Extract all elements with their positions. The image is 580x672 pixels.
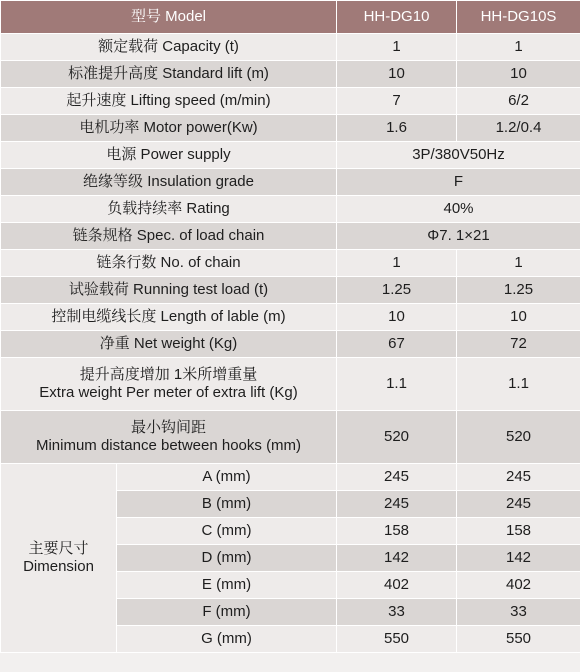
value-b: 245 [457, 491, 580, 518]
header-model-label: 型号 Model [1, 1, 337, 34]
row-label: 链条行数 No. of chain [1, 250, 337, 277]
header-model-a: HH-DG10 [337, 1, 457, 34]
row-label: 绝缘等级 Insulation grade [1, 169, 337, 196]
label-en: Dimension [23, 558, 94, 575]
value-b: 245 [457, 464, 580, 491]
table-row [1, 61, 580, 88]
row-label [1, 358, 337, 411]
table-row [1, 196, 580, 223]
label-en: Extra weight Per meter of extra lift (Kg) [39, 384, 298, 401]
value-b: 33 [457, 599, 580, 626]
row-label: 电机功率 Motor power(Kw) [1, 115, 337, 142]
dimension-sub-label: C (mm) [117, 518, 337, 545]
dimension-sub-label: B (mm) [117, 491, 337, 518]
value-b: 10 [457, 61, 580, 88]
table-row [1, 250, 580, 277]
label-en: Minimum distance between hooks (mm) [35, 437, 302, 454]
value-a: 550 [337, 626, 457, 653]
row-label: 负载持续率 Rating [1, 196, 337, 223]
value-b: 1.1 [457, 358, 580, 411]
table-row [1, 277, 580, 304]
value-a: 142 [337, 545, 457, 572]
row-label [1, 411, 337, 464]
value-a: 1.6 [337, 115, 457, 142]
table-row [1, 142, 580, 169]
value-a: 67 [337, 331, 457, 358]
value-b: 402 [457, 572, 580, 599]
label-cn: 最小钩间距 [130, 419, 206, 436]
row-label: 起升速度 Lifting speed (m/min) [1, 88, 337, 115]
row-label: 标准提升高度 Standard lift (m) [1, 61, 337, 88]
dimension-sub-label: D (mm) [117, 545, 337, 572]
table-row [1, 223, 580, 250]
table-row [1, 169, 580, 196]
value-b: 142 [457, 545, 580, 572]
value-a: 1 [337, 250, 457, 277]
table-header-row [1, 1, 580, 34]
value-merged: Φ7. 1×21 [337, 223, 580, 250]
value-b: 1.2/0.4 [457, 115, 580, 142]
row-label: 控制电缆线长度 Length of lable (m) [1, 304, 337, 331]
value-b: 10 [457, 304, 580, 331]
value-merged: F [337, 169, 580, 196]
value-b: 1 [457, 34, 580, 61]
row-label: 电源 Power supply [1, 142, 337, 169]
value-a: 402 [337, 572, 457, 599]
value-a: 158 [337, 518, 457, 545]
label-cn: 主要尺寸 [28, 540, 89, 557]
dimension-label [1, 464, 117, 653]
value-a: 1.25 [337, 277, 457, 304]
table-row [1, 115, 580, 142]
value-b: 1.25 [457, 277, 580, 304]
row-label: 链条规格 Spec. of load chain [1, 223, 337, 250]
table-row-hook-distance [1, 411, 580, 464]
value-b: 550 [457, 626, 580, 653]
table-row [1, 304, 580, 331]
dimension-sub-label: A (mm) [117, 464, 337, 491]
value-b: 520 [457, 411, 580, 464]
row-label: 额定载荷 Capacity (t) [1, 34, 337, 61]
value-b: 6/2 [457, 88, 580, 115]
table-row [1, 88, 580, 115]
table-row [1, 34, 580, 61]
table-row [1, 331, 580, 358]
value-b: 72 [457, 331, 580, 358]
label-cn: 提升高度增加 1米所增重量 [79, 366, 258, 383]
value-merged: 3P/380V50Hz [337, 142, 580, 169]
table-row-dimension [1, 464, 580, 491]
dimension-sub-label: G (mm) [117, 626, 337, 653]
value-merged: 40% [337, 196, 580, 223]
value-a: 33 [337, 599, 457, 626]
value-b: 158 [457, 518, 580, 545]
row-label: 试验载荷 Running test load (t) [1, 277, 337, 304]
value-a: 7 [337, 88, 457, 115]
value-a: 520 [337, 411, 457, 464]
value-a: 245 [337, 491, 457, 518]
dimension-sub-label: E (mm) [117, 572, 337, 599]
value-a: 1 [337, 34, 457, 61]
value-a: 10 [337, 304, 457, 331]
value-a: 10 [337, 61, 457, 88]
header-model-b: HH-DG10S [457, 1, 580, 34]
value-a: 1.1 [337, 358, 457, 411]
row-label: 净重 Net weight (Kg) [1, 331, 337, 358]
table-row-extra-weight [1, 358, 580, 411]
value-b: 1 [457, 250, 580, 277]
dimension-sub-label: F (mm) [117, 599, 337, 626]
value-a: 245 [337, 464, 457, 491]
